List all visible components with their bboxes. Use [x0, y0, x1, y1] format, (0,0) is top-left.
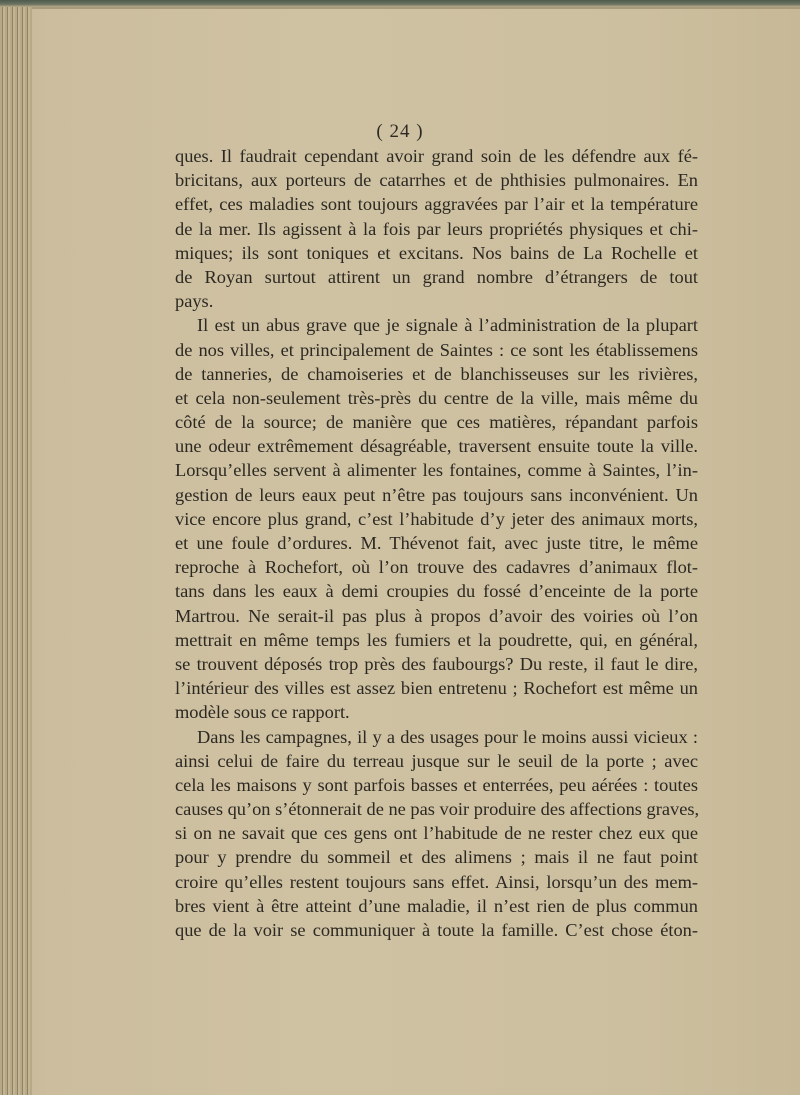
text-line: reproche à Rochefort, où l’on trouve des cadavres d’animaux flot- — [175, 557, 698, 578]
page-number: ( 24 ) — [376, 121, 424, 142]
page-edges — [0, 0, 32, 1095]
text-line: effet, ces maladies sont toujours aggravées par l’air et la température — [175, 194, 698, 215]
text-line: croire qu’elles restent toujours sans effet. Ainsi, lorsqu’un des mem- — [175, 871, 698, 892]
text-line: pour y prendre du sommeil et des alimens ; mais il ne faut point — [175, 847, 698, 868]
text-line: bres vient à être atteint d’une maladie, il n’est rien de plus commun — [175, 895, 698, 916]
text-line: de tanneries, de chamoiseries et de blanchisseuses sur les rivières, — [175, 363, 698, 384]
text-line: de Royan surtout attirent un grand nombre d’étrangers de tout — [175, 266, 698, 287]
text-line: cela les maisons y sont parfois basses et enterrées, peu aérées : toutes — [175, 774, 698, 795]
text-line: que de la voir se communiquer à toute la famille. C’est chose éton- — [175, 920, 698, 940]
text-line: ainsi celui de faire du terreau jusque sur le seuil de la porte ; avec — [175, 750, 698, 771]
text-line: gestion de leurs eaux peut n’être pas toujours sans inconvénient. Un — [175, 484, 698, 505]
text-line: vice encore plus grand, c’est l’habitude d’y jeter des animaux morts, — [175, 508, 698, 529]
text-line: modèle sous ce rapport. — [175, 702, 350, 723]
top-border — [0, 0, 800, 7]
text-line: Dans les campagnes, il y a des usages pour le moins aussi vicieux : — [197, 726, 698, 747]
text-line: Martrou. Ne serait-il pas plus à propos d’avoir des voiries où l’on — [175, 605, 698, 626]
text-line: et cela non-seulement très-près du centre de la ville, mais même du — [175, 387, 698, 408]
body-text — [175, 144, 698, 942]
text-line: côté de la source; de manière que ces matières, répandant parfois — [175, 412, 698, 433]
text-line: tans dans les eaux à demi croupies du fossé d’enceinte de la porte — [175, 581, 698, 602]
text-line: bricitans, aux porteurs de catarrhes et de phthisies pulmonaires. En — [175, 170, 698, 191]
text-line: Il est un abus grave que je signale à l’administration de la plupart — [197, 315, 698, 336]
text-line: et une foule d’ordures. M. Thévenot fait, avec juste titre, le même — [175, 533, 698, 553]
text-line: de nos villes, et principalement de Saintes : ce sont les établissemens — [175, 339, 698, 360]
text-line: une odeur extrêmement désagréable, traversent ensuite toute la ville. — [175, 436, 698, 457]
text-line: ques. Il faudrait cependant avoir grand soin de les défendre aux fé- — [175, 146, 698, 166]
frame-line — [32, 7, 800, 9]
text-line: l’intérieur des villes est assez bien entretenu ; Rochefort est même un — [175, 678, 698, 699]
text-line: de la mer. Ils agissent à la fois par leurs propriétés physiques et chi- — [175, 218, 698, 239]
text-line: si on ne savait que ces gens ont l’habitude de ne rester chez eux que — [175, 823, 698, 844]
text-line: pays. — [175, 291, 214, 312]
text-line: Lorsqu’elles servent à alimenter les fontaines, comme à Saintes, l’in- — [175, 460, 698, 481]
text-line: miques; ils sont toniques et excitans. Nos bains de La Rochelle et — [175, 242, 698, 263]
text-line: causes qu’on s’étonnerait de ne pas voir produire des affections graves, — [175, 799, 700, 820]
text-line: se trouvent déposés trop près des faubourgs? Du reste, il faut le dire, — [175, 653, 698, 674]
text-line: mettrait en même temps les fumiers et la poudrette, qui, en général, — [175, 629, 698, 650]
